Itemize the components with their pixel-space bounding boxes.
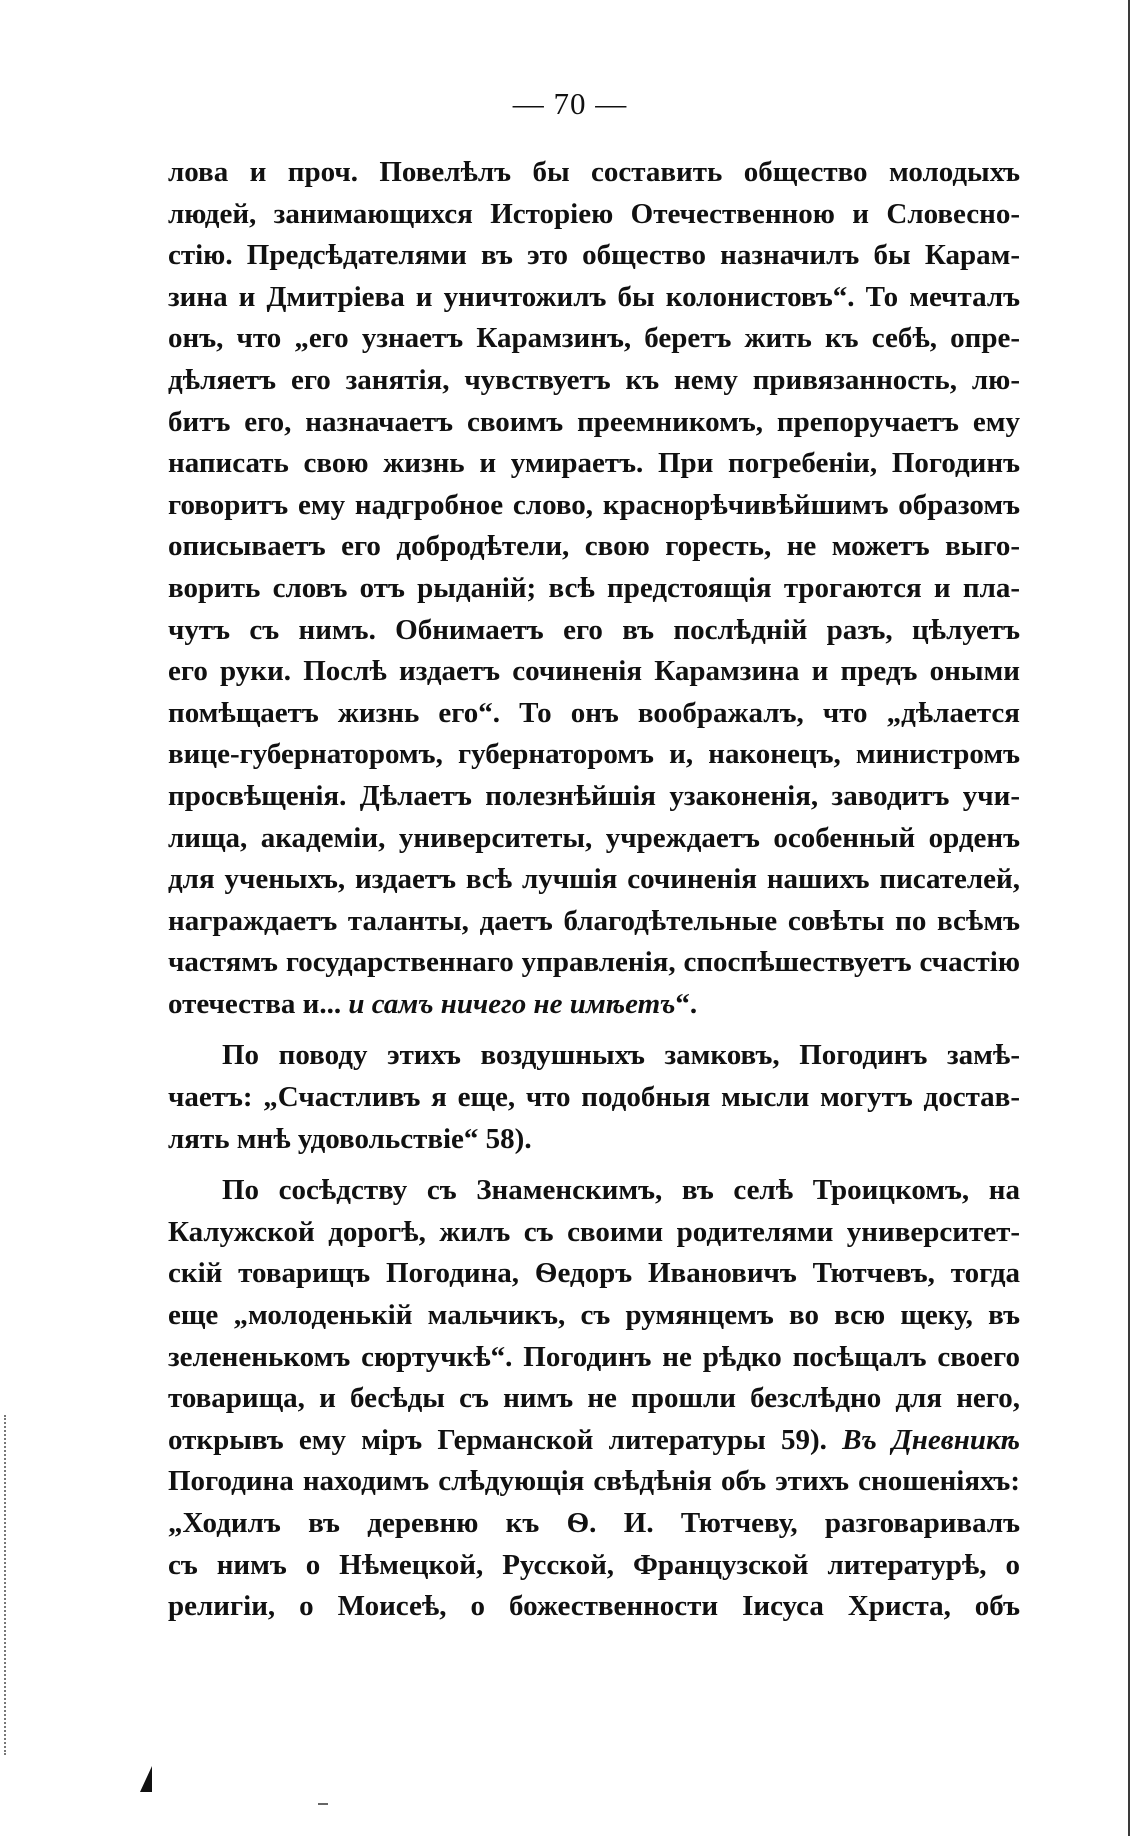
text-line: товарища, и бесѣды съ нимъ не прошли безслѣдно для него, xyxy=(168,1382,1020,1415)
line-text: “. xyxy=(675,987,698,1020)
text-line: стію. Предсѣдателями въ это общество назначилъ бы Карам- xyxy=(168,239,1020,272)
text-line: По поводу этихъ воздушныхъ замковъ, Погодинъ замѣ- xyxy=(222,1039,1020,1072)
text-line: онъ, что „его узнаетъ Карамзинъ, беретъ жить къ себѣ, опре- xyxy=(168,322,1020,355)
text-line: просвѣщенія. Дѣлаетъ полезнѣйшія узаконенія, заводитъ учи- xyxy=(168,779,1020,812)
scan-dash-mark xyxy=(318,1803,328,1805)
text-line: скій товарищъ Погодина, Ѳедоръ Ивановичъ Тютчевъ, тогда xyxy=(168,1257,1020,1290)
text-line: говоритъ ему надгробное слово, краснорѣчивѣйшимъ образомъ xyxy=(168,488,1020,521)
scan-margin-dots xyxy=(4,1415,8,1755)
text-line: Погодина находимъ слѣдующія свѣдѣнія объ этихъ сношеніяхъ: xyxy=(168,1465,1020,1498)
paragraph-gap xyxy=(168,1160,1020,1170)
text-line: зелененькомъ сюртучкѣ“. Погодинъ не рѣдко посѣщалъ своего xyxy=(168,1340,1020,1373)
line-text: открывъ ему міръ Германской литературы 59). xyxy=(168,1423,843,1456)
body-text xyxy=(168,152,1020,1628)
text-line: битъ его, назначаетъ своимъ преемникомъ, препоручаетъ ему xyxy=(168,405,1020,438)
text-line: „Ходилъ въ деревню къ Ѳ. И. Тютчеву, разговаривалъ xyxy=(168,1507,1020,1539)
scan-corner-mark xyxy=(140,1766,152,1792)
text-line-with-italic xyxy=(168,1420,1020,1462)
text-line: награждаетъ таланты, даетъ благодѣтельные совѣты по всѣмъ xyxy=(168,904,1020,937)
text-line: дѣляетъ его занятія, чувствуетъ къ нему привязанность, лю- xyxy=(168,363,1020,396)
text-line: помѣщаетъ жизнь его“. То онъ воображалъ, что „дѣлается xyxy=(168,696,1020,729)
text-line: ворить словъ отъ рыданій; всѣ предстоящія трогаются и пла- xyxy=(168,571,1020,604)
line-text: отечества и... xyxy=(168,987,349,1020)
text-line: написать свою жизнь и умираетъ. При погребеніи, Погодинъ xyxy=(168,447,1020,480)
text-line: лова и проч. Повелѣлъ бы составить общество молодыхъ xyxy=(168,156,1020,188)
text-line: По сосѣдству съ Знаменскимъ, въ селѣ Троицкомъ, на xyxy=(222,1174,1020,1207)
text-line: лища, академіи, университеты, учреждаетъ особенный орденъ xyxy=(168,821,1020,854)
text-line: съ нимъ о Нѣмецкой, Русской, Французской литературѣ, о xyxy=(168,1548,1020,1581)
paragraph-gap xyxy=(168,1025,1020,1035)
text-line: для ученыхъ, издаетъ всѣ лучшія сочиненія нашихъ писателей, xyxy=(168,863,1020,896)
text-line: Калужской дорогѣ, жилъ съ своими родителями университет- xyxy=(168,1215,1020,1248)
text-line: его руки. Послѣ издаетъ сочиненія Карамзина и предъ оными xyxy=(168,655,1020,688)
text-line: религіи, о Моисеѣ, о божественности Іисуса Христа, объ xyxy=(168,1590,1020,1623)
text-line: чутъ съ нимъ. Обнимаетъ его въ послѣдній разъ, цѣлуетъ xyxy=(168,613,1020,646)
page-number: — 70 — xyxy=(512,86,628,121)
text-line: частямъ государственнаго управленія, споспѣшествуетъ счастію xyxy=(168,946,1020,979)
text-line: еще „молоденькій мальчикъ, съ румянцемъ во всю щеку, въ xyxy=(168,1299,1020,1332)
text-line: вице-губернаторомъ, губернаторомъ и, наконецъ, министромъ xyxy=(168,738,1020,771)
text-line: чаетъ: „Счастливъ я еще, что подобныя мысли могутъ достав- xyxy=(168,1081,1020,1114)
text-line: описываетъ его добродѣтели, свою горесть, не можетъ выго- xyxy=(168,530,1020,563)
text-line: лять мнѣ удовольствіе“ 58). xyxy=(168,1122,532,1155)
text-line: людей, занимающихся Исторіею Отечественною и Словесно- xyxy=(168,197,1020,230)
text-line-with-italic xyxy=(168,984,1020,1026)
scan-edge-line xyxy=(1128,0,1130,1836)
text-line: зина и Дмитріева и уничтожилъ бы колонистовъ“. То мечталъ xyxy=(168,280,1020,313)
italic-phrase: Въ Дневникѣ xyxy=(842,1423,1020,1456)
italic-phrase: и самъ ничего не имѣетъ xyxy=(348,987,676,1020)
